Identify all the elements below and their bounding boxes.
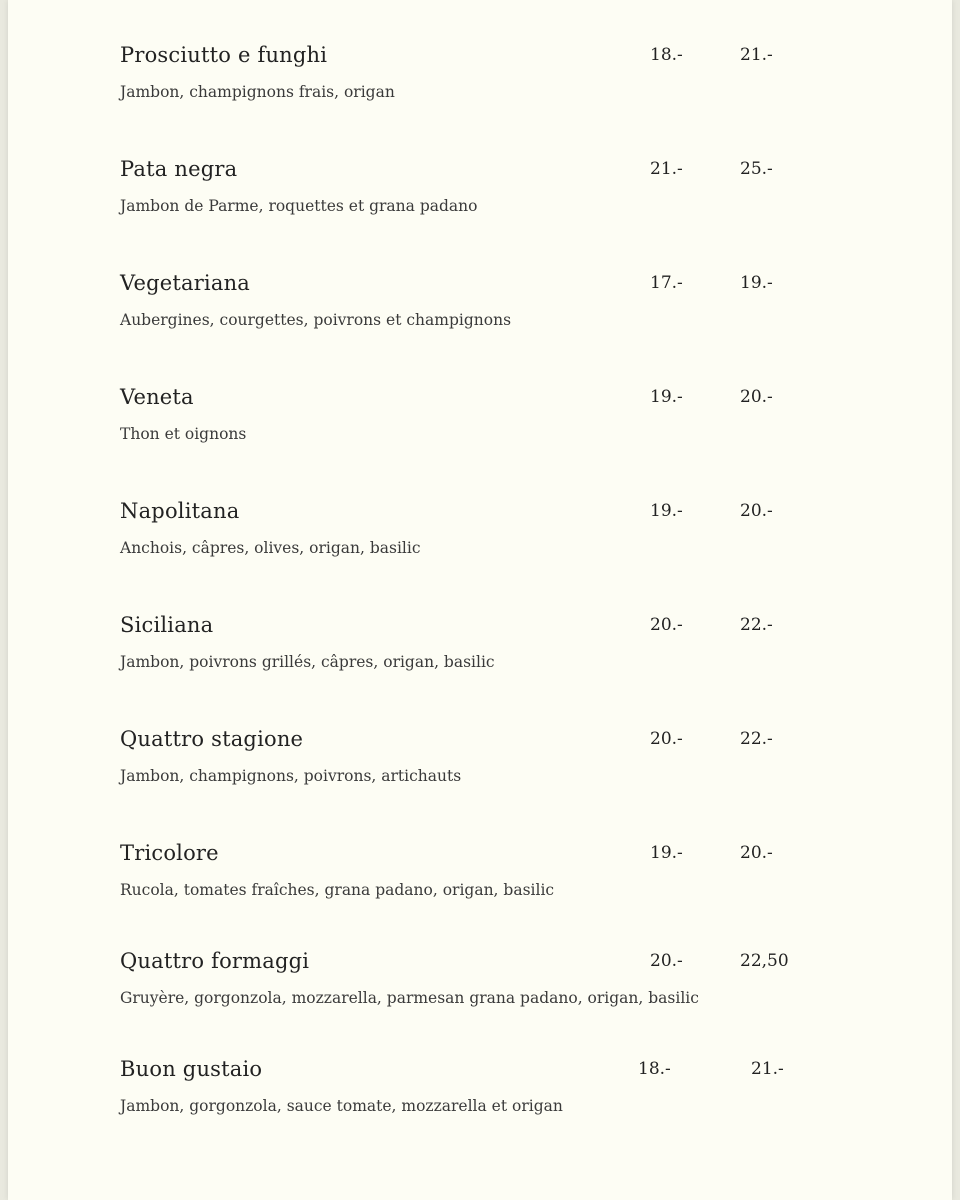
menu-item (120, 385, 920, 465)
item-name: Siciliana (120, 613, 214, 637)
item-price-small: 19.- (650, 843, 683, 863)
menu-item (120, 613, 920, 693)
item-price-large: 25.- (740, 159, 773, 179)
menu-page (8, 0, 952, 1200)
menu-item (120, 157, 920, 237)
item-price-small: 20.- (650, 951, 683, 971)
item-description: Jambon, champignons, poivrons, artichauts (120, 767, 462, 785)
item-description: Thon et oignons (120, 425, 247, 443)
item-price-large: 22.- (740, 615, 773, 635)
item-description: Jambon de Parme, roquettes et grana padano (120, 197, 478, 215)
item-description: Jambon, gorgonzola, sauce tomate, mozzarella et origan (120, 1097, 563, 1115)
item-price-large: 22,50 (740, 951, 789, 971)
item-price-large: 22.- (740, 729, 773, 749)
item-price-small: 19.- (650, 501, 683, 521)
menu-item (120, 1057, 920, 1137)
item-price-small: 20.- (650, 729, 683, 749)
item-name: Napolitana (120, 499, 240, 523)
item-price-small: 20.- (650, 615, 683, 635)
item-name: Quattro formaggi (120, 949, 310, 973)
menu-item (120, 841, 920, 921)
menu-item (120, 499, 920, 579)
item-price-large: 21.- (740, 45, 773, 65)
item-description: Rucola, tomates fraîches, grana padano, origan, basilic (120, 881, 555, 899)
item-price-small: 19.- (650, 387, 683, 407)
item-price-large: 19.- (740, 273, 773, 293)
item-price-large: 20.- (740, 501, 773, 521)
item-price-large: 21.- (751, 1059, 784, 1079)
item-description: Jambon, champignons frais, origan (120, 83, 395, 101)
item-name: Buon gustaio (120, 1057, 263, 1081)
item-price-small: 17.- (650, 273, 683, 293)
item-price-large: 20.- (740, 387, 773, 407)
item-name: Prosciutto e funghi (120, 43, 328, 67)
menu-item (120, 727, 920, 807)
item-description: Gruyère, gorgonzola, mozzarella, parmesan grana padano, origan, basilic (120, 989, 699, 1007)
item-price-small: 18.- (650, 45, 683, 65)
item-price-small: 18.- (638, 1059, 671, 1079)
item-price-small: 21.- (650, 159, 683, 179)
menu-item (120, 949, 920, 1029)
item-price-large: 20.- (740, 843, 773, 863)
item-description: Aubergines, courgettes, poivrons et champignons (120, 311, 512, 329)
menu-item (120, 271, 920, 351)
item-name: Quattro stagione (120, 727, 304, 751)
item-name: Pata negra (120, 157, 238, 181)
item-description: Anchois, câpres, olives, origan, basilic (120, 539, 421, 557)
item-name: Vegetariana (120, 271, 251, 295)
item-name: Tricolore (120, 841, 219, 865)
menu-item (120, 43, 920, 123)
item-description: Jambon, poivrons grillés, câpres, origan, basilic (120, 653, 495, 671)
item-name: Veneta (120, 385, 194, 409)
